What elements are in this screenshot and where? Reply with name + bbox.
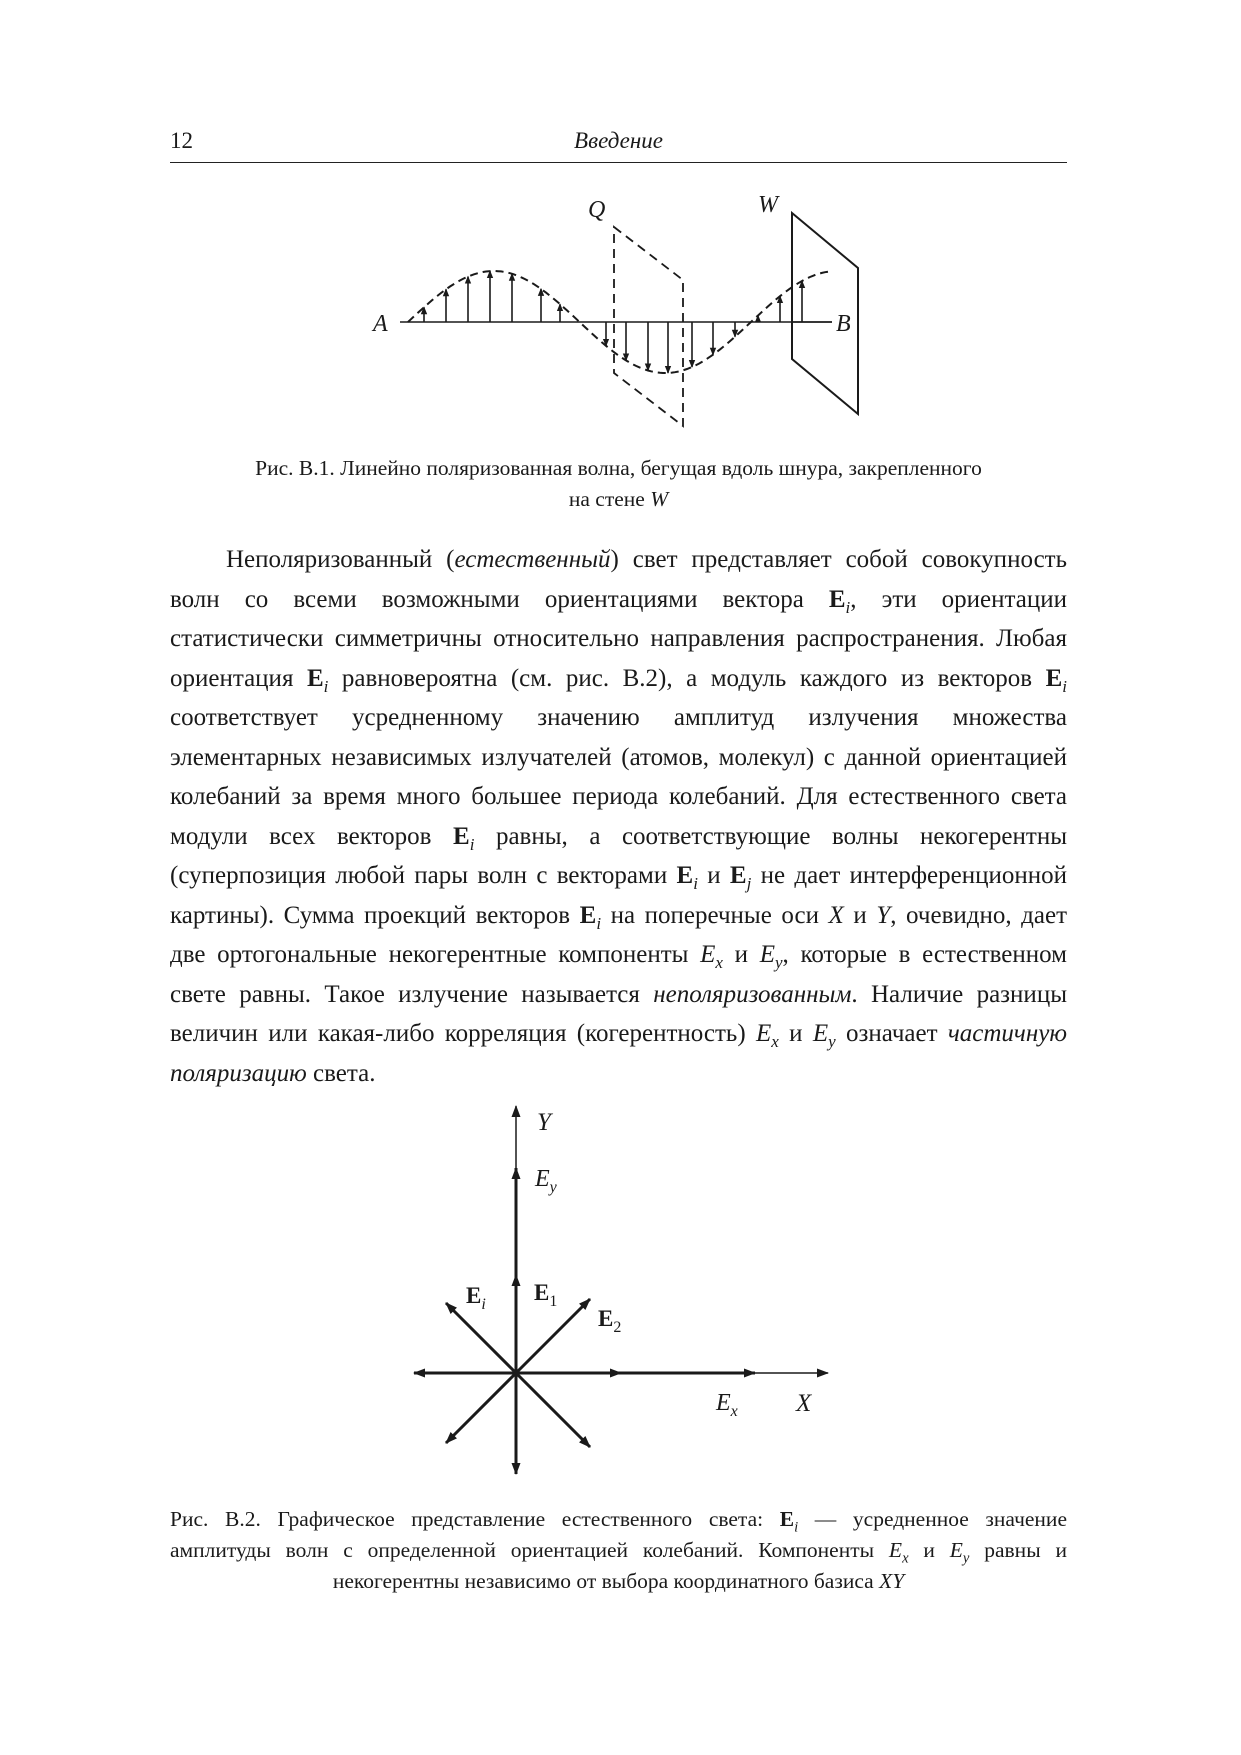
vector-down-left bbox=[446, 1373, 516, 1443]
label-ey: $E_y$ bbox=[535, 1166, 557, 1196]
label-y: Y bbox=[537, 1109, 551, 1136]
page-number: 12 bbox=[170, 128, 193, 153]
vector-down-right bbox=[516, 1373, 590, 1447]
label-e1: $E_1$ bbox=[534, 1280, 558, 1310]
label-q: Q bbox=[588, 197, 606, 223]
vector-e2 bbox=[516, 1299, 590, 1373]
label-x: X bbox=[796, 1390, 812, 1417]
figure-2-caption: Рис. В.2. Графическое представление естественного света: $E_i$ — усредненное значение амплитуды волн с определенной ориентацией колебаний. Компоненты $E_x$ и $E_y$ равны и некогерентны независимо от выбора координатного базиса XY bbox=[170, 1507, 1067, 1593]
vector-ei bbox=[446, 1303, 516, 1373]
label-ei: $E_i$ bbox=[466, 1283, 486, 1313]
label-b: B bbox=[836, 311, 851, 337]
label-a: A bbox=[373, 311, 388, 337]
section-title: Введение bbox=[574, 128, 663, 153]
label-ex: $E_x$ bbox=[716, 1390, 738, 1420]
figure-1-caption: Рис. В.1. Линейно поляризованная волна, бегущая вдоль шнура, закрепленного на стене W bbox=[255, 456, 982, 511]
body-paragraph: Неполяризованный (естественный) свет представляет собой совокупность волн со всеми возможными ориентациями вектора $E_i$, эти ориентации статистически симметричны относительно направления распространения. Любая ориентация $E_i$ равновероятна (см. рис. В.2), а модуль каждого из векторов $E_i$ соответствует усредненному значению амплитуд излучения множества элементарных независимых излучателей (атомов, молекул) с данной ориентацией колебаний за время много большее периода колебаний. Для естественного света модули всех векторов $E_i$ равны, а соответствующие волны некогерентны (суперпозиция любой пары волн с векторами $E_i$ и $E_j$ не дает интерференционной картины). Сумма проекций векторов $E_i$ на поперечные оси X и Y, очевидно, дает две ортогональные некогерентные компоненты $E_x$ и $E_y$, которые в естественном свете равны. Такое излучение называется неполяризованным. Наличие разницы величин или какая-либо корреляция (когерентность) $E_x$ и $E_y$ означает частичную поляризацию света. bbox=[170, 546, 1067, 1087]
label-e2: $E_2$ bbox=[598, 1306, 622, 1336]
label-w: W bbox=[758, 192, 778, 218]
